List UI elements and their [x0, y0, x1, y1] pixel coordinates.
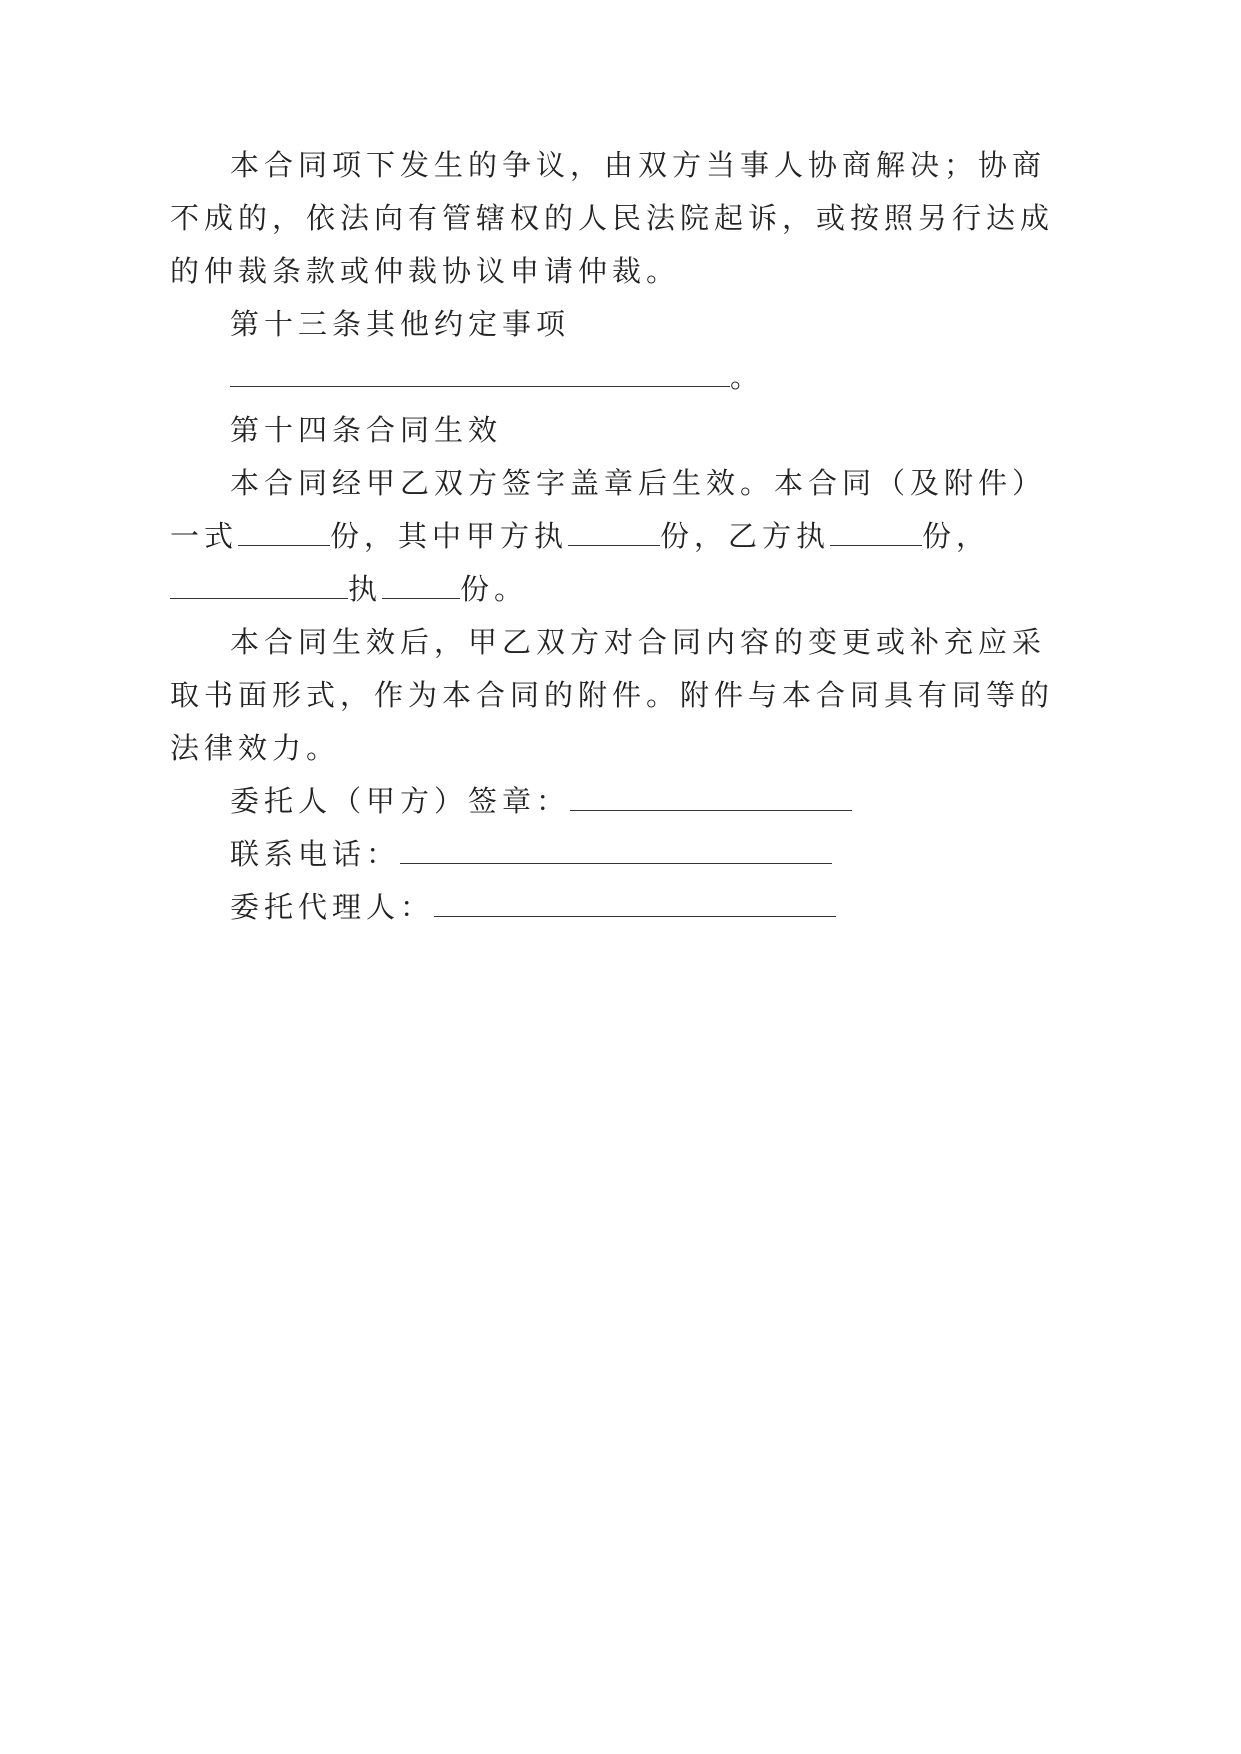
other-holder-text-b: 份。 [460, 572, 529, 606]
agent-line [230, 887, 836, 927]
changes-paragraph-line-2: 取书面形式，作为本合同的附件。附件与本合同具有同等的 [170, 678, 1055, 712]
agent-field[interactable] [434, 890, 836, 917]
agent-label: 委托代理人： [230, 890, 435, 924]
total-copies-blank[interactable] [238, 519, 330, 546]
other-holder-line [170, 569, 528, 609]
changes-paragraph-line-3: 法律效力。 [170, 731, 341, 765]
copies-line [170, 516, 990, 556]
article-13-blank-line[interactable] [230, 357, 764, 397]
article-13-heading: 第十三条其他约定事项 [230, 307, 571, 341]
article-14-heading: 第十四条合同生效 [230, 413, 503, 447]
other-holder-text-a: 执 [348, 572, 383, 606]
phone-line [230, 834, 832, 874]
phone-label: 联系电话： [230, 837, 401, 871]
other-holder-copies-blank[interactable] [382, 572, 460, 599]
dispute-paragraph-line-3: 的仲裁条款或仲裁协议申请仲裁。 [170, 254, 681, 288]
party-b-copies-blank[interactable] [830, 519, 922, 546]
other-matters-blank[interactable] [230, 360, 730, 387]
dispute-paragraph-line-1: 本合同项下发生的争议，由双方当事人协商解决；协商 [230, 148, 1047, 182]
effect-paragraph-line-1: 本合同经甲乙双方签字盖章后生效。本合同（及附件） [230, 466, 1047, 500]
article-13-end-mark: 。 [730, 360, 765, 394]
changes-paragraph-line-1: 本合同生效后，甲乙双方对合同内容的变更或补充应采 [230, 625, 1047, 659]
copies-text-a: 一式 [170, 519, 239, 553]
copies-text-b: 份，其中甲方执 [330, 519, 569, 553]
other-holder-blank[interactable] [170, 572, 348, 599]
principal-signature-field[interactable] [570, 784, 852, 811]
party-a-copies-blank[interactable] [568, 519, 660, 546]
principal-signature-label: 委托人（甲方）签章： [230, 784, 571, 818]
principal-signature-line [230, 781, 852, 821]
dispute-paragraph-line-2: 不成的，依法向有管辖权的人民法院起诉，或按照另行达成 [170, 201, 1055, 235]
phone-field[interactable] [400, 837, 832, 864]
copies-text-c: 份，乙方执 [660, 519, 831, 553]
copies-text-d: 份， [922, 519, 991, 553]
